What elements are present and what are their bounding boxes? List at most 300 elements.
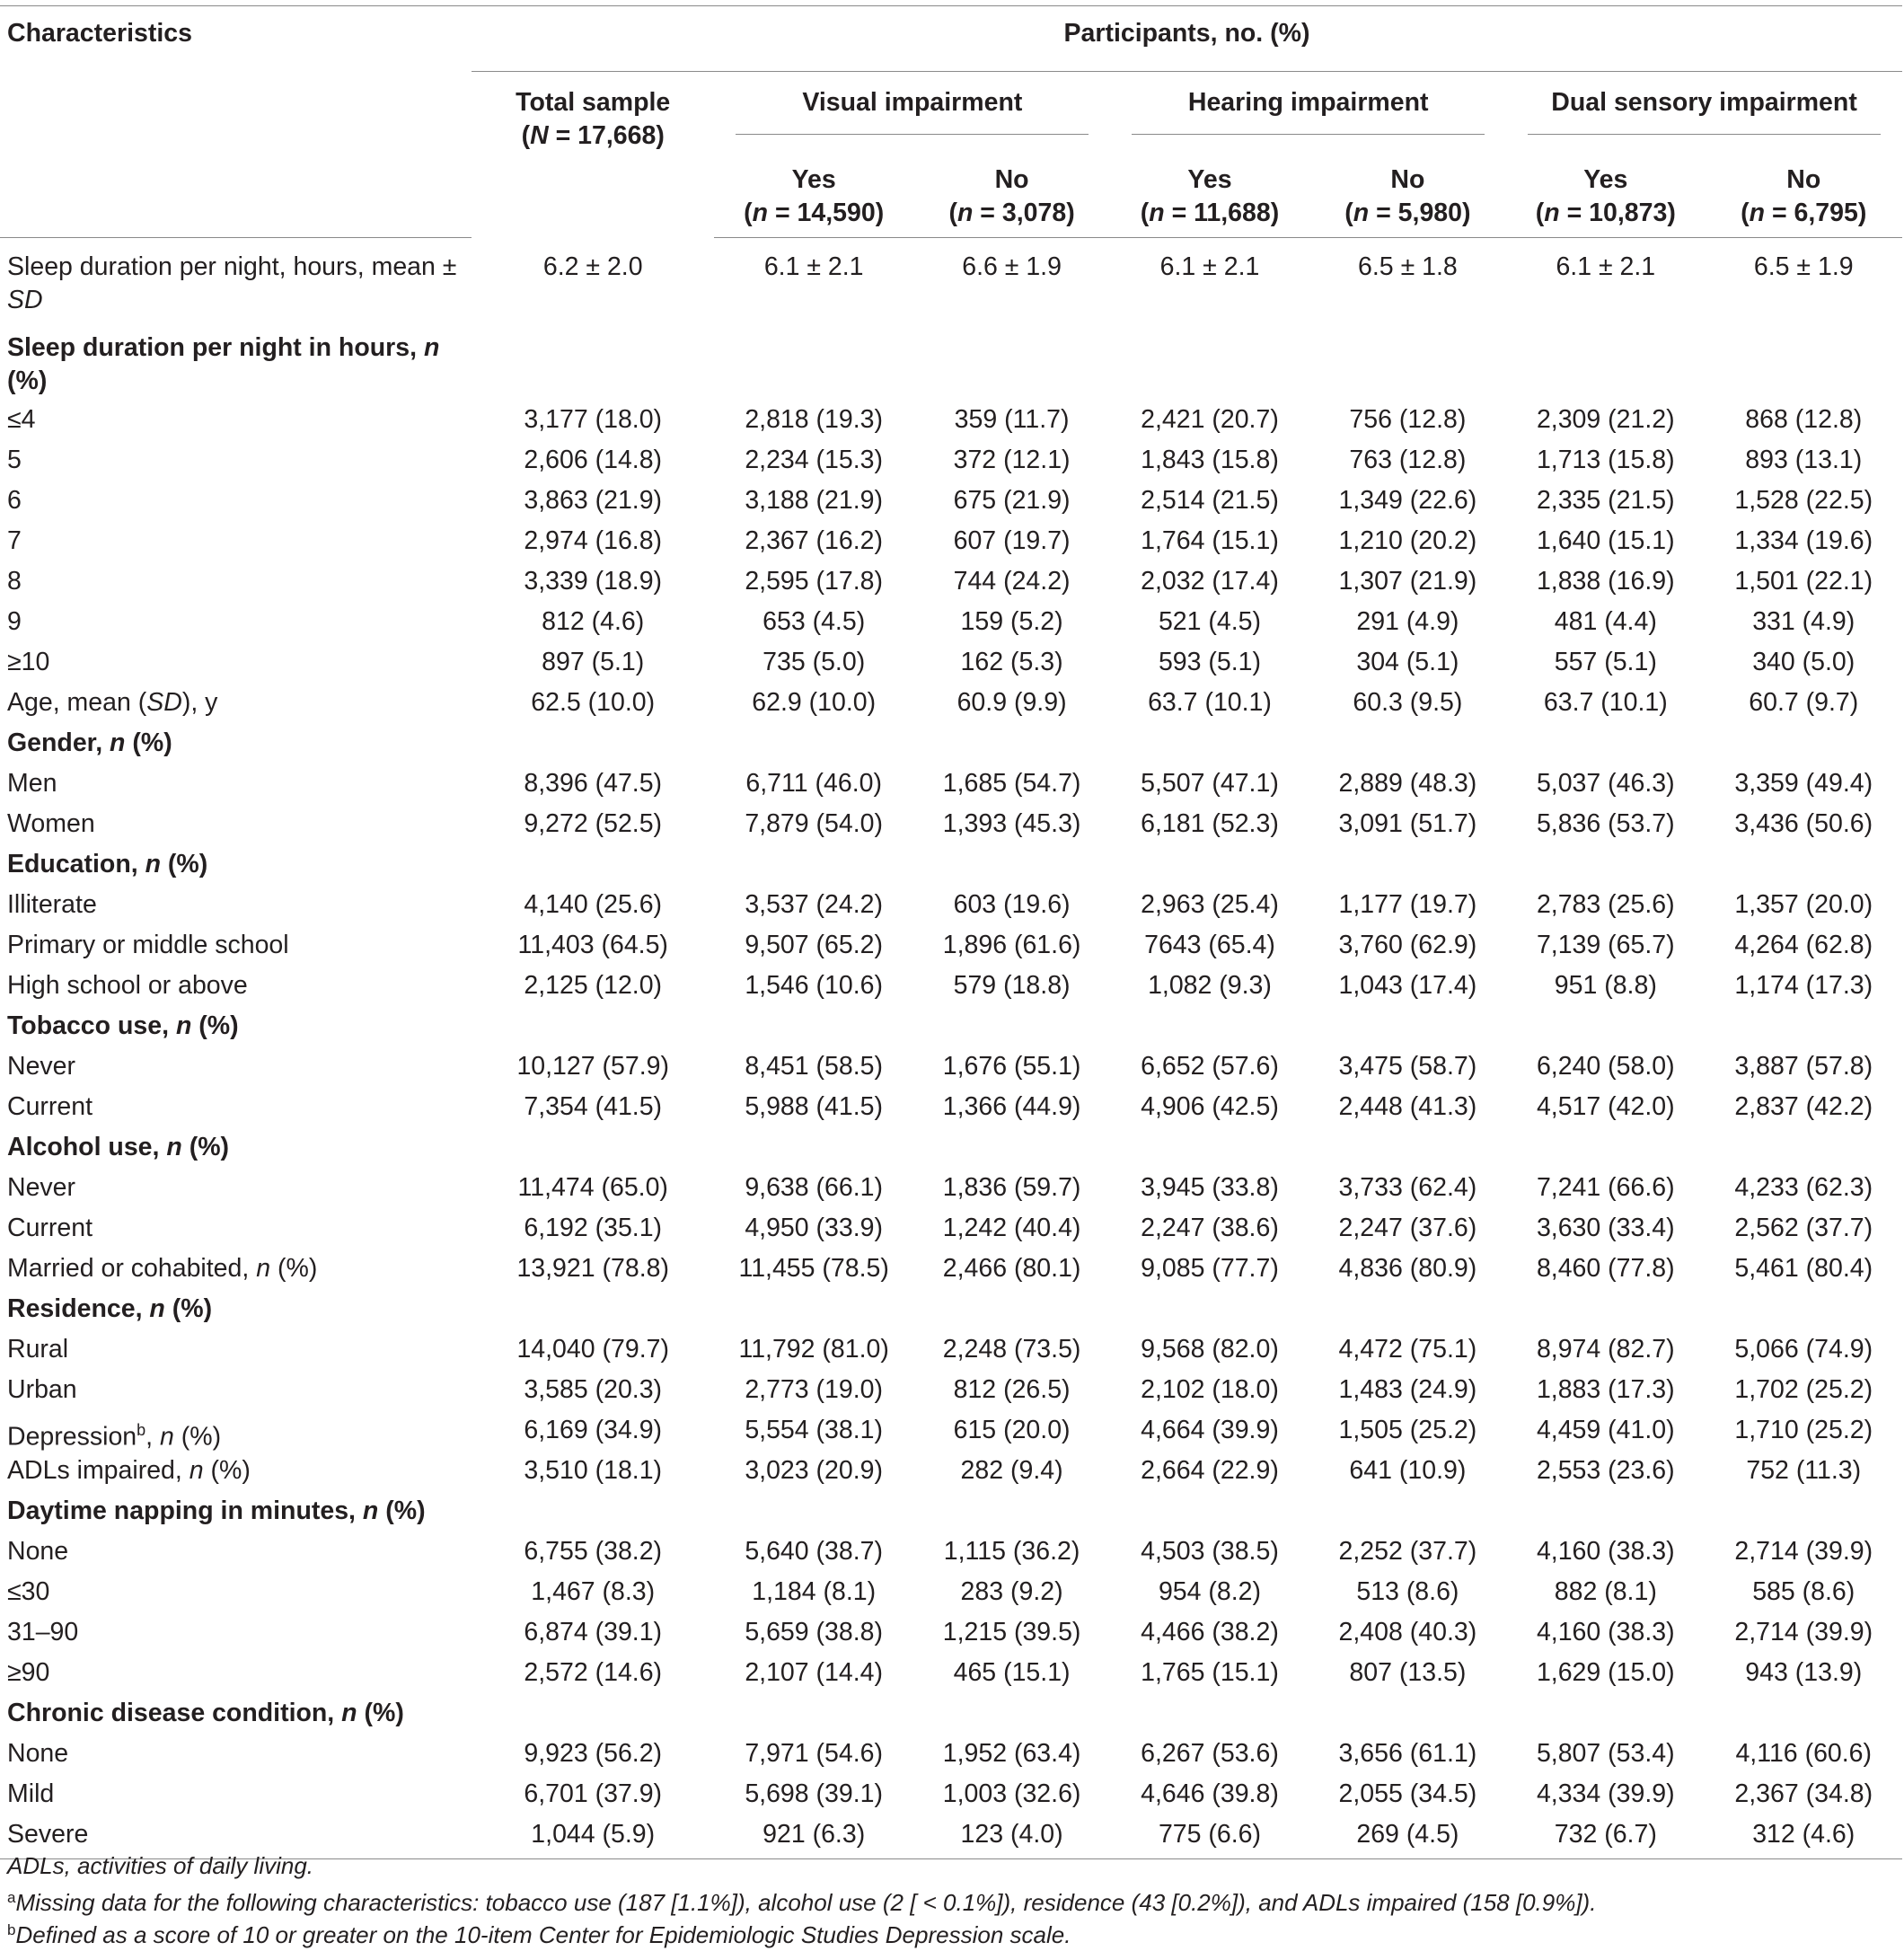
table-cell [472, 1131, 715, 1171]
table-cell [1506, 727, 1705, 767]
table-cell: 2,408 (40.3) [1338, 1618, 1477, 1646]
table-cell: 954 (8.2) [1158, 1577, 1262, 1606]
table-cell: 7,879 (54.0) [745, 809, 884, 838]
table-row [0, 1495, 1902, 1535]
table-cell [1506, 322, 1705, 403]
participants-header: Participants, no. (%) [472, 6, 1902, 72]
table-cell: 2,367 (16.2) [745, 526, 884, 555]
table-cell: 3,177 (18.0) [524, 405, 663, 434]
table-cell: 1,505 (25.2) [1338, 1416, 1477, 1444]
footnote-b: $^b$Defined as a score of 10 or greater on the 10-item Center for Epidemiologic Studies Depression scale. [7, 1921, 1071, 1948]
table-cell [1309, 1293, 1506, 1333]
table-cell: 735 (5.0) [762, 648, 866, 676]
table-cell: 4,906 (42.5) [1141, 1092, 1279, 1121]
table-cell: 9,507 (65.2) [745, 931, 884, 959]
row-label: 9 [7, 607, 22, 636]
table-cell: 4,836 (80.9) [1338, 1254, 1477, 1283]
table-cell [472, 1697, 715, 1737]
row-label: ≤4 [7, 405, 36, 434]
table-row [0, 238, 1902, 323]
table-cell: 1,184 (8.1) [752, 1577, 877, 1606]
table-row [0, 1414, 1902, 1454]
section-label: Gender, n (%) [7, 728, 172, 757]
table-cell: 1,838 (16.9) [1536, 567, 1675, 596]
table-cell: 13,921 (78.8) [516, 1254, 669, 1283]
table-cell: 8,460 (77.8) [1536, 1254, 1675, 1283]
table-cell [714, 1131, 912, 1171]
table-cell: 2,247 (37.6) [1338, 1214, 1477, 1242]
section-label: Sleep duration per night in hours, n (%) [7, 333, 440, 395]
table-cell: 1,952 (63.4) [942, 1739, 1081, 1768]
table-cell: 6,169 (34.9) [524, 1416, 663, 1444]
table-cell: 4,517 (42.0) [1536, 1092, 1675, 1121]
table-cell [913, 1131, 1110, 1171]
table-cell: 3,630 (33.4) [1536, 1214, 1675, 1242]
table-cell: 1,174 (17.3) [1734, 971, 1873, 1000]
table-cell: 744 (24.2) [953, 567, 1071, 596]
table-cell: 6,711 (46.0) [745, 769, 882, 798]
footnote-a: $^a$Missing data for the following characteristics: tobacco use (187 [1.1%]), alcohol use (2 [ < 0.1%]), residence (43 [0.2%]), and ADLs impaired (158 [0.9%]). [7, 1889, 1597, 1916]
table-row [0, 1737, 1902, 1778]
table-cell: 2,572 (14.6) [524, 1658, 663, 1687]
table-cell: 481 (4.4) [1554, 607, 1657, 636]
table-cell: 1,896 (61.6) [942, 931, 1081, 959]
table-cell: 893 (13.1) [1745, 446, 1863, 474]
table-cell: 60.9 (9.9) [956, 688, 1067, 717]
table-cell: 807 (13.5) [1349, 1658, 1467, 1687]
table-cell [1309, 1697, 1506, 1737]
table-cell: 1,242 (40.4) [942, 1214, 1081, 1242]
table-cell: 5,554 (38.1) [745, 1416, 884, 1444]
table-cell: 465 (15.1) [953, 1658, 1071, 1687]
table-cell: 1,349 (22.6) [1338, 486, 1477, 515]
table-cell: 2,055 (34.5) [1338, 1779, 1477, 1808]
table-cell: 9,638 (66.1) [745, 1173, 884, 1202]
table-cell [714, 848, 912, 888]
table-cell: 2,562 (37.7) [1734, 1214, 1873, 1242]
table-cell: 4,264 (62.8) [1734, 931, 1873, 959]
table-cell: 331 (4.9) [1752, 607, 1856, 636]
table-cell: 1,177 (19.7) [1338, 890, 1477, 919]
table-cell: 2,032 (17.4) [1141, 567, 1279, 596]
table-cell [472, 1293, 715, 1333]
table-cell: 775 (6.6) [1110, 1818, 1309, 1859]
table-cell [913, 1495, 1110, 1535]
table-cell: 359 (11.7) [954, 405, 1070, 434]
table-cell: 2,664 (22.9) [1141, 1456, 1279, 1485]
table-cell: 1,710 (25.2) [1734, 1416, 1873, 1444]
table-cell: 2,773 (19.0) [745, 1375, 884, 1404]
table-cell: 2,335 (21.5) [1536, 486, 1675, 515]
table-cell: 14,040 (79.7) [516, 1335, 669, 1364]
table-row [0, 1454, 1902, 1495]
table-cell: 1,640 (15.1) [1536, 526, 1675, 555]
table-cell: 557 (5.1) [1554, 648, 1657, 676]
table-cell: 3,023 (20.9) [745, 1456, 884, 1485]
table-cell [1110, 1010, 1309, 1050]
table-cell: 2,309 (21.2) [1536, 405, 1675, 434]
table-cell: 60.3 (9.5) [1353, 688, 1463, 717]
table-cell [1706, 322, 1903, 403]
table-cell: 2,889 (48.3) [1338, 769, 1477, 798]
table-cell: 4,472 (75.1) [1338, 1335, 1477, 1364]
total-sample-label: Total sample [516, 88, 671, 117]
row-label: None [7, 1537, 69, 1566]
row-label: Men [7, 769, 57, 798]
table-cell: 4,116 (60.6) [1735, 1739, 1873, 1768]
table-row [0, 848, 1902, 888]
table-cell: 6,701 (37.9) [524, 1779, 663, 1808]
row-label: Primary or middle school [7, 931, 289, 959]
table-cell: 7,971 (54.6) [745, 1739, 884, 1768]
table-row [0, 484, 1902, 525]
table-cell: 3,537 (24.2) [745, 890, 884, 919]
table-cell: 9,272 (52.5) [524, 809, 663, 838]
table-cell: 6,181 (52.3) [1141, 809, 1279, 838]
table-cell: 6.1 ± 2.1 [763, 252, 864, 281]
table-cell [1110, 1697, 1309, 1737]
table-cell: 3,760 (62.9) [1338, 931, 1477, 959]
row-label: ADLs impaired, n (%) [7, 1456, 251, 1485]
table-cell: 6,755 (38.2) [524, 1537, 663, 1566]
table-cell: 1,307 (21.9) [1338, 567, 1477, 596]
table-cell: 1,003 (32.6) [942, 1779, 1081, 1808]
table-cell: 593 (5.1) [1158, 648, 1262, 676]
header-spacer [0, 154, 472, 238]
table-cell [913, 1697, 1110, 1737]
table-cell: 5,807 (53.4) [1536, 1739, 1675, 1768]
table-row [0, 1616, 1902, 1656]
table-cell: 3,887 (57.8) [1734, 1052, 1873, 1081]
dual-no-header: No (n = 6,795) [1706, 154, 1903, 238]
table-cell: 6,192 (35.1) [524, 1214, 663, 1242]
table-cell: 2,974 (16.8) [524, 526, 663, 555]
table-cell: 6,874 (39.1) [524, 1618, 663, 1646]
table-cell [472, 848, 715, 888]
table-row [0, 646, 1902, 686]
table-cell [913, 1010, 1110, 1050]
table-cell: 1,629 (15.0) [1536, 1658, 1675, 1687]
table-cell: 2,514 (21.5) [1141, 486, 1279, 515]
table-cell: 732 (6.7) [1506, 1818, 1705, 1859]
table-row [0, 888, 1902, 929]
table-cell [913, 848, 1110, 888]
dual-yes-header: Yes (n = 10,873) [1506, 154, 1705, 238]
row-label: ≤30 [7, 1577, 50, 1606]
hearing-no-header: No (n = 5,980) [1309, 154, 1506, 238]
table-cell: 951 (8.8) [1554, 971, 1657, 1000]
table-cell: 3,733 (62.4) [1338, 1173, 1477, 1202]
table-cell: 4,646 (39.8) [1141, 1779, 1279, 1808]
table-cell: 60.7 (9.7) [1749, 688, 1859, 717]
table-cell: 7,354 (41.5) [524, 1092, 663, 1121]
table-cell: 159 (5.2) [960, 607, 1063, 636]
table-cell: 4,503 (38.5) [1141, 1537, 1279, 1566]
table-cell: 3,945 (33.8) [1141, 1173, 1279, 1202]
table-cell: 7643 (65.4) [1144, 931, 1275, 959]
table-cell: 603 (19.6) [953, 890, 1071, 919]
table-cell: 2,107 (14.4) [745, 1658, 884, 1687]
table-cell: 1,483 (24.9) [1338, 1375, 1477, 1404]
table-cell: 6.2 ± 2.0 [542, 252, 643, 281]
table-cell: 1,215 (39.5) [942, 1618, 1081, 1646]
row-label: Current [7, 1214, 93, 1242]
table-cell: 340 (5.0) [1752, 648, 1856, 676]
row-label: 31–90 [7, 1618, 79, 1646]
table-cell: 162 (5.3) [960, 648, 1063, 676]
table-cell: 5,836 (53.7) [1536, 809, 1675, 838]
table-cell: 4,459 (41.0) [1536, 1416, 1675, 1444]
table-cell: 4,466 (38.2) [1141, 1618, 1279, 1646]
table-cell: 8,974 (82.7) [1536, 1335, 1675, 1364]
table-cell: 579 (18.8) [953, 971, 1071, 1000]
table-cell: 4,334 (39.9) [1536, 1779, 1675, 1808]
total-sample-n: (N = 17,668) [521, 121, 665, 150]
table-cell [1706, 1010, 1903, 1050]
table-cell [1706, 1293, 1903, 1333]
row-label: Married or cohabited, n (%) [7, 1254, 318, 1283]
table-cell [1110, 1131, 1309, 1171]
table-cell: 283 (9.2) [960, 1577, 1063, 1606]
table-cell: 756 (12.8) [1349, 405, 1467, 434]
table-cell: 1,082 (9.3) [1148, 971, 1272, 1000]
table-cell [1506, 1010, 1705, 1050]
table-cell: 269 (4.5) [1309, 1818, 1506, 1859]
table-row [0, 525, 1902, 565]
table-cell: 2,421 (20.7) [1141, 405, 1279, 434]
table-cell: 1,765 (15.1) [1141, 1658, 1279, 1687]
table-cell: 2,247 (38.6) [1141, 1214, 1279, 1242]
table-cell: 2,595 (17.8) [745, 567, 884, 596]
row-label: Rural [7, 1335, 69, 1364]
table-cell [1706, 1697, 1903, 1737]
row-label: High school or above [7, 971, 248, 1000]
table-cell: 2,714 (39.9) [1734, 1537, 1873, 1566]
table-cell [913, 322, 1110, 403]
row-label: ≥90 [7, 1658, 50, 1687]
section-label: Education, n (%) [7, 850, 208, 878]
table-cell: 5,507 (47.1) [1141, 769, 1279, 798]
table-cell: 2,125 (12.0) [524, 971, 663, 1000]
table-cell: 304 (5.1) [1356, 648, 1459, 676]
table-cell: 5,461 (80.4) [1734, 1254, 1873, 1283]
table-cell: 7,241 (66.6) [1536, 1173, 1675, 1202]
table-cell: 3,585 (20.3) [524, 1375, 663, 1404]
table-cell: 5,640 (38.7) [745, 1537, 884, 1566]
table-cell: 1,836 (59.7) [942, 1173, 1081, 1202]
table-cell: 10,127 (57.9) [516, 1052, 669, 1081]
table-cell [913, 727, 1110, 767]
table-cell: 3,475 (58.7) [1338, 1052, 1477, 1081]
table-cell: 4,140 (25.6) [524, 890, 663, 919]
total-sample-header [472, 72, 715, 238]
table-row [0, 322, 1902, 403]
table-cell [1110, 727, 1309, 767]
table-cell: 6,240 (58.0) [1536, 1052, 1675, 1081]
table-row [0, 969, 1902, 1010]
table-cell [714, 322, 912, 403]
table-row [0, 1010, 1902, 1050]
table-cell: 7,139 (65.7) [1536, 931, 1675, 959]
row-label: Sleep duration per night, hours, mean ± SD [7, 252, 457, 314]
table-cell: 1,843 (15.8) [1141, 446, 1279, 474]
table-cell: 1,501 (22.1) [1734, 567, 1873, 596]
table-cell: 9,923 (56.2) [524, 1739, 663, 1768]
table-cell: 1,467 (8.3) [531, 1577, 656, 1606]
row-label: Urban [7, 1375, 77, 1404]
row-label: 5 [7, 446, 22, 474]
table-cell [472, 1495, 715, 1535]
table-cell: 882 (8.1) [1554, 1577, 1657, 1606]
table-cell: 1,210 (20.2) [1338, 526, 1477, 555]
table-cell [1706, 727, 1903, 767]
table-row [0, 1252, 1902, 1293]
row-label: 6 [7, 486, 22, 515]
table-cell: 2,553 (23.6) [1536, 1456, 1675, 1485]
table-cell: 62.5 (10.0) [531, 688, 656, 717]
table-cell: 897 (5.1) [542, 648, 645, 676]
table-cell: 1,393 (45.3) [942, 809, 1081, 838]
table-cell: 3,188 (21.9) [745, 486, 884, 515]
table-cell: 312 (4.6) [1706, 1818, 1903, 1859]
table-cell [1110, 1293, 1309, 1333]
table-cell [1110, 1495, 1309, 1535]
table-cell: 615 (20.0) [953, 1416, 1071, 1444]
table-row [0, 1050, 1902, 1090]
table-cell [1706, 1495, 1903, 1535]
table-cell [472, 727, 715, 767]
table-cell: 3,339 (18.9) [524, 567, 663, 596]
table-row [0, 1090, 1902, 1131]
table-cell: 3,863 (21.9) [524, 486, 663, 515]
table-cell: 62.9 (10.0) [752, 688, 877, 717]
table-row [0, 1656, 1902, 1697]
table-cell: 2,448 (41.3) [1338, 1092, 1477, 1121]
table-cell [1309, 1010, 1506, 1050]
table-cell: 8,396 (47.5) [524, 769, 663, 798]
row-label: None [7, 1739, 69, 1768]
table-cell [1309, 848, 1506, 888]
section-label: Daytime napping in minutes, n (%) [7, 1496, 426, 1525]
table-cell: 291 (4.9) [1356, 607, 1459, 636]
table-cell: 4,160 (38.3) [1536, 1537, 1675, 1566]
table-cell: 521 (4.5) [1158, 607, 1262, 636]
table-cell: 63.7 (10.1) [1543, 688, 1668, 717]
table-cell: 11,474 (65.0) [517, 1173, 668, 1202]
table-cell [1110, 322, 1309, 403]
group-header-visual: Visual impairment [714, 72, 1110, 155]
table-row [0, 1333, 1902, 1373]
characteristics-table [0, 5, 1902, 1859]
table-cell: 5,698 (39.1) [745, 1779, 884, 1808]
table-cell [1506, 1131, 1705, 1171]
table-cell: 6.5 ± 1.8 [1358, 252, 1458, 281]
table-cell: 6,652 (57.6) [1141, 1052, 1279, 1081]
table-row [0, 727, 1902, 767]
table-cell: 63.7 (10.1) [1148, 688, 1272, 717]
table-row [0, 605, 1902, 646]
table-row [0, 767, 1902, 808]
table-cell [1309, 1131, 1506, 1171]
section-label: Alcohol use, n (%) [7, 1133, 230, 1161]
table-cell: 513 (8.6) [1356, 1577, 1459, 1606]
table-row [0, 1535, 1902, 1576]
table-cell: 812 (4.6) [542, 607, 645, 636]
table-cell [1110, 848, 1309, 888]
row-label: Age, mean (SD), y [7, 688, 218, 717]
table-cell [714, 1495, 912, 1535]
table-cell: 585 (8.6) [1752, 1577, 1856, 1606]
table-cell: 2,234 (15.3) [745, 446, 884, 474]
table-cell: 653 (4.5) [762, 607, 866, 636]
table-cell: 1,357 (20.0) [1734, 890, 1873, 919]
table-cell: 11,792 (81.0) [738, 1335, 889, 1364]
table-cell: 6.1 ± 2.1 [1159, 252, 1260, 281]
table-cell: 1,685 (54.7) [942, 769, 1081, 798]
table-row [0, 1293, 1902, 1333]
row-label: Current [7, 1092, 93, 1121]
table-row [0, 808, 1902, 848]
header-spacer [0, 72, 472, 155]
table-cell: 1,702 (25.2) [1734, 1375, 1873, 1404]
footnote-abbrev: ADLs, activities of daily living. [7, 1852, 314, 1879]
group-header-dual: Dual sensory impairment [1506, 72, 1902, 155]
table-cell: 3,656 (61.1) [1338, 1739, 1477, 1768]
table-cell: 1,676 (55.1) [942, 1052, 1081, 1081]
row-label: Never [7, 1052, 76, 1081]
table-cell: 1,334 (19.6) [1734, 526, 1873, 555]
table-row [0, 1373, 1902, 1414]
table-cell: 5,988 (41.5) [745, 1092, 884, 1121]
table-cell [1309, 1495, 1506, 1535]
table-cell [714, 1010, 912, 1050]
table-cell [714, 727, 912, 767]
table-cell [472, 1010, 715, 1050]
table-cell: 5,659 (38.8) [745, 1618, 884, 1646]
table-cell: 282 (9.4) [960, 1456, 1063, 1485]
table-row [0, 1697, 1902, 1737]
table-row [0, 444, 1902, 484]
table-cell: 752 (11.3) [1746, 1456, 1862, 1485]
row-label: Women [7, 809, 95, 838]
table-cell: 2,367 (34.8) [1734, 1779, 1873, 1808]
visual-yes-header: Yes (n = 14,590) [714, 154, 912, 238]
table-cell: 9,085 (77.7) [1141, 1254, 1279, 1283]
section-label: Tobacco use, n (%) [7, 1011, 239, 1040]
row-label: Depression$^b$, n (%) [7, 1421, 222, 1452]
row-label: Illiterate [7, 890, 97, 919]
table-cell: 6.5 ± 1.9 [1753, 252, 1854, 281]
table-row [0, 1212, 1902, 1252]
table-cell: 1,883 (17.3) [1536, 1375, 1675, 1404]
table-cell [1309, 727, 1506, 767]
table-cell [714, 1293, 912, 1333]
table-cell: 9,568 (82.0) [1141, 1335, 1279, 1364]
table-cell: 2,102 (18.0) [1141, 1375, 1279, 1404]
table-cell: 6.1 ± 2.1 [1556, 252, 1656, 281]
table-cell [913, 1293, 1110, 1333]
table-cell: 641 (10.9) [1349, 1456, 1467, 1485]
table-cell: 11,403 (64.5) [517, 931, 668, 959]
table-cell: 123 (4.0) [913, 1818, 1110, 1859]
table-cell: 11,455 (78.5) [738, 1254, 889, 1283]
table-cell: 6.6 ± 1.9 [962, 252, 1062, 281]
table-cell: 1,764 (15.1) [1141, 526, 1279, 555]
table-cell: 607 (19.7) [953, 526, 1071, 555]
table-cell: 6,267 (53.6) [1141, 1739, 1279, 1768]
table-cell [1506, 1293, 1705, 1333]
table-cell: 868 (12.8) [1745, 405, 1863, 434]
